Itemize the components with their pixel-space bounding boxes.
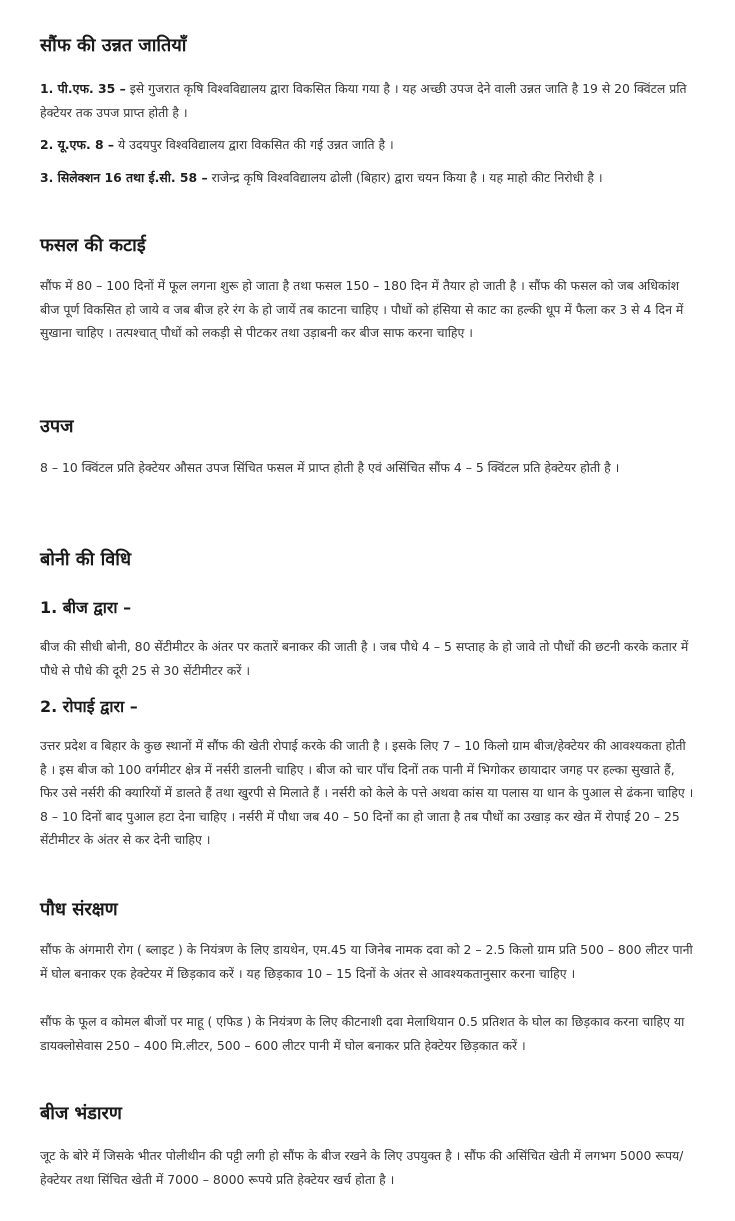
storage-text: जूट के बोरे में जिसके भीतर पोलीथीन की पट्टी लगी हो सौंफ के बीज रखने के लिए उपयुक्त है । सौंफ की असिंचित खेती में लगभग 5000 रूपय/हेक्टेयर तथा सिंचित खेती में 7000 – 8000 रूपये प्रति हेक्टेयर खर्च होता है ।	[40, 1148, 684, 1187]
variety-item-3	[40, 166, 695, 190]
heading-yield: उपज	[40, 416, 74, 437]
variety-item-1-label: 1. पी.एफ. 35 –	[40, 81, 126, 96]
seed-method-text: बीज की सीधी बोनी, 80 सेंटीमीटर के अंतर पर कतारें बनाकर की जाती है । जब पौधे 4 – 5 सप्ताह के हो जावे तो पौधों की छटनी करके कतार में पौधे से पौधे की दूरी 25 से 30 सेंटीमीटर करें ।	[40, 639, 689, 678]
transplant-method-text: उत्तर प्रदेश व बिहार के कुछ स्थानों में सौंफ की खेती रोपाई करके की जाती है । इसके लिए 7 – 10 किलो ग्राम बीज/हेक्टेयर की आवश्यकता होती है । इस बीज को 100 वर्गमीटर क्षेत्र में नर्सरी डालनी चाहिए । बीज को चार पाँच दिनों तक पानी में भिगोकर छायादार जगह पर हल्का सुखाते हैं, फिर उसे नर्सरी की क्यारियों में डालते हैं तथा खुरपी से मिलाते हैं । नर्सरी को केले के पत्ते अथवा कांस या पलास या धान के पुआल से ढंकना चाहिए । 8 – 10 दिनों बाद पुआल हटा देना चाहिए । नर्सरी में पौधा जब 40 – 50 दिनों का हो जाता है तब पौधों का उखाड़ कर खेत में रोपाई 20 – 25 सेंटीमीटर के अंतर से कर देनी चाहिए ।	[40, 738, 694, 848]
variety-item-1-text: इसे गुजरात कृषि विश्वविद्यालय द्वारा विकसित किया गया है । यह अच्छी उपज देने वाली उन्नत जाति है 19 से 20 क्विंटल प्रति हेक्टेयर तक उपज प्राप्त होती है ।	[40, 81, 687, 120]
variety-item-2-label: 2. यू.एफ. 8 –	[40, 137, 115, 152]
heading-transplant-method: 2. रोपाई द्वारा –	[40, 697, 138, 716]
heading-protection: पौध संरक्षण	[40, 899, 118, 920]
heading-storage: बीज भंडारण	[40, 1103, 122, 1124]
heading-seed-method: 1. बीज द्वारा –	[40, 598, 132, 617]
variety-item-3-label: 3. सिलेक्शन 16 तथा ई.सी. 58 –	[40, 170, 208, 185]
heading-sowing: बोनी की विधि	[40, 549, 132, 570]
variety-item-3-text: राजेन्द्र कृषि विश्वविद्यालय ढोली (बिहार) द्वारा चयन किया है । यह माहो कीट निरोधी है ।	[207, 170, 603, 185]
heading-harvest: फसल की कटाई	[40, 235, 146, 256]
heading-varieties: सौंफ की उन्नत जातियाँ	[40, 35, 187, 56]
variety-item-2	[40, 133, 695, 157]
variety-item-2-text: ये उदयपुर विश्वविद्यालय द्वारा विकसित की गई उन्नत जाति है ।	[114, 137, 394, 152]
protection-text-1: सौंफ के अंगमारी रोग ( ब्लाइट ) के नियंत्रण के लिए डायथेन, एम.45 या जिनेब नामक दवा को 2 – 2.5 किलो ग्राम प्रति 500 – 800 लीटर पानी में घोल बनाकर एक हेक्टेयर में छिड़काव करें । यह छिड़काव 10 – 15 दिनों के अंतर से आवश्यकतानुसार करना चाहिए ।	[40, 942, 693, 981]
protection-text-2: सौंफ के फूल व कोमल बीजों पर माहू ( एफिड ) के नियंत्रण के लिए कीटनाशी दवा मेलाथियान 0.5 प्रतिशत के घोल का छिड़काव करना चाहिए या डायक्लोसेवास 250 – 400 मि.लीटर, 500 – 600 लीटर पानी में घोल बनाकर प्रति हेक्टेयर छिड़कात करें ।	[40, 1014, 685, 1053]
harvest-text: सौंफ में 80 – 100 दिनों में फूल लगना शुरू हो जाता है तथा फसल 150 – 180 दिन में तैयार हो जाती है । सौंफ की फसल को जब अधिकांश बीज पूर्ण विकसित हो जाये व जब बीज हरे रंग के हो जायें तब काटना चाहिए । पौधों को हंसिया से काट का हल्की धूप में फैला कर 3 से 4 दिन में सुखाना चाहिए । तत्पश्चात् पौधों को लकड़ी से पीटकर तथा उड़ाबनी कर बीज साफ करना चाहिए ।	[40, 278, 684, 341]
yield-text: 8 – 10 क्विंटल प्रति हेक्टेयर औसत उपज सिंचित फसल में प्राप्त होती है एवं असिंचित सौंफ 4 – 5 क्विंटल प्रति हेक्टेयर होती है ।	[40, 460, 620, 475]
variety-item-1	[40, 77, 695, 124]
